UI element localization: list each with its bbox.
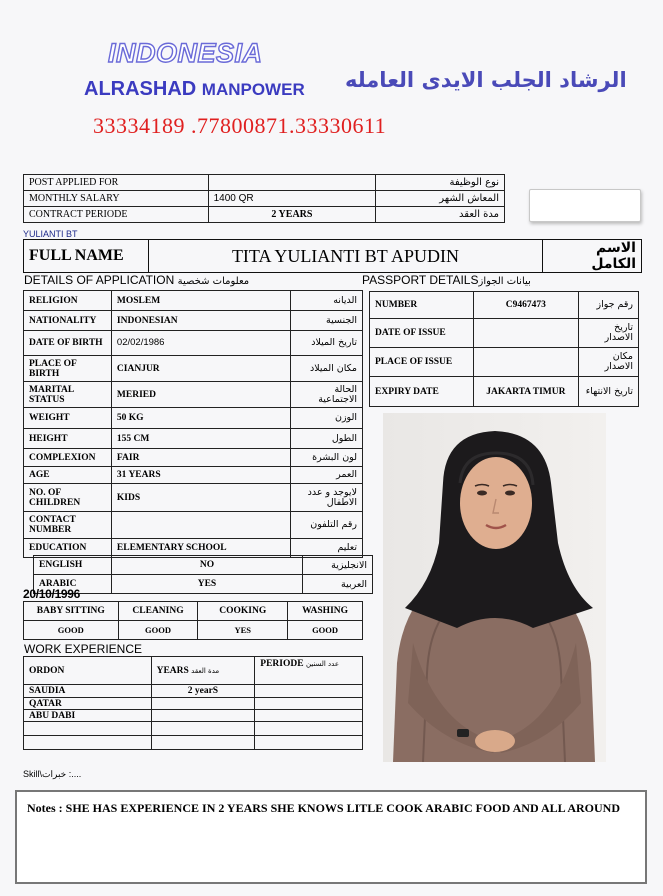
post-label: POST APPLIED FOR xyxy=(24,175,209,191)
full-name-arabic: الاسم الكامل xyxy=(543,240,642,273)
language-value: YES xyxy=(111,575,302,594)
work-row xyxy=(24,698,363,710)
work-row xyxy=(24,710,363,722)
details-value: INDONESIAN xyxy=(111,311,290,331)
skills-header-row xyxy=(24,602,363,621)
language-label: ARABIC xyxy=(34,575,112,594)
passport-row xyxy=(370,377,639,407)
skills-table xyxy=(23,601,363,640)
work-years xyxy=(151,698,255,710)
details-label: COMPLEXION xyxy=(24,449,112,467)
post-value: 2 YEARS xyxy=(208,207,376,223)
post-arabic: مدة العقد xyxy=(376,207,505,223)
details-arabic: الطول xyxy=(291,429,363,449)
skill-header: COOKING xyxy=(198,602,288,621)
details-arabic: الديانه xyxy=(291,291,363,311)
details-row xyxy=(24,429,363,449)
details-label: NO. OF CHILDREN xyxy=(24,484,112,512)
details-arabic: الجنسية xyxy=(291,311,363,331)
details-row xyxy=(24,512,363,539)
details-arabic: لون البشرة xyxy=(291,449,363,467)
passport-row xyxy=(370,292,639,319)
details-label: HEIGHT xyxy=(24,429,112,449)
details-row xyxy=(24,331,363,356)
details-value: ELEMENTARY SCHOOL xyxy=(111,539,290,558)
notes-box xyxy=(15,790,647,884)
language-row xyxy=(34,575,373,594)
passport-row xyxy=(370,319,639,348)
post-row xyxy=(24,191,505,207)
details-value: 31 YEARS xyxy=(111,467,290,484)
work-col-period-cell xyxy=(255,657,363,685)
work-row xyxy=(24,722,363,736)
passport-label: DATE OF ISSUE xyxy=(370,319,474,348)
work-row xyxy=(24,685,363,698)
work-col-years-cell xyxy=(151,657,255,685)
details-title-arabic: معلومات شخصية xyxy=(177,276,250,287)
skills-value-row xyxy=(24,621,363,640)
details-label: NATIONALITY xyxy=(24,311,112,331)
details-value: MOSLEM xyxy=(111,291,290,311)
passport-arabic: رقم جواز xyxy=(579,292,639,319)
work-col-years-arabic: مدة العقد xyxy=(191,666,220,675)
work-country: QATAR xyxy=(24,698,152,710)
details-label: EDUCATION xyxy=(24,539,112,558)
skill-value: GOOD xyxy=(24,621,119,640)
work-period xyxy=(255,685,363,698)
details-row xyxy=(24,449,363,467)
work-years xyxy=(151,710,255,722)
details-label: RELIGION xyxy=(24,291,112,311)
details-arabic: الوزن xyxy=(291,408,363,429)
passport-value xyxy=(473,348,579,377)
language-label: ENGLISH xyxy=(34,556,112,575)
work-header-row xyxy=(24,657,363,685)
details-arabic: مكان الميلاد xyxy=(291,356,363,382)
post-label: MONTHLY SALARY xyxy=(24,191,209,207)
passport-arabic: مكان الاصدار xyxy=(579,348,639,377)
blank-box xyxy=(529,189,641,222)
work-years xyxy=(151,722,255,736)
details-row xyxy=(24,408,363,429)
passport-section-title xyxy=(362,273,531,287)
post-row xyxy=(24,207,505,223)
details-value: 155 CM xyxy=(111,429,290,449)
date-line: 20/10/1996 xyxy=(23,587,81,601)
passport-label: EXPIRY DATE xyxy=(370,377,474,407)
skill-header: BABY SITTING xyxy=(24,602,119,621)
language-row xyxy=(34,556,373,575)
work-period xyxy=(255,710,363,722)
applicant-photo xyxy=(383,413,606,762)
passport-value: C9467473 xyxy=(473,292,579,319)
details-row xyxy=(24,311,363,331)
passport-title: PASSPORT DETAILS xyxy=(362,273,479,287)
details-arabic: رقم التلفون xyxy=(291,512,363,539)
work-country: ABU DABI xyxy=(24,710,152,722)
work-country xyxy=(24,736,152,750)
work-period xyxy=(255,722,363,736)
details-arabic: لايوجد و عدد الاطفال xyxy=(291,484,363,512)
company-name xyxy=(84,78,305,101)
passport-table xyxy=(369,291,639,407)
work-col-period-arabic: عدد السنين xyxy=(305,660,340,668)
details-row xyxy=(24,291,363,311)
details-label: MARITAL STATUS xyxy=(24,382,112,408)
passport-label: NUMBER xyxy=(370,292,474,319)
passport-arabic: تاريخ الانتهاء xyxy=(579,377,639,407)
skill-header: CLEANING xyxy=(118,602,198,621)
language-value: NO xyxy=(111,556,302,575)
passport-arabic: تاريخ الاصدار xyxy=(579,319,639,348)
details-title: DETAILS OF APPLICATION xyxy=(24,273,175,287)
details-label: DATE OF BIRTH xyxy=(24,331,112,356)
details-arabic: الحالة الاجتماعية xyxy=(291,382,363,408)
skill-header: WASHING xyxy=(288,602,363,621)
work-years xyxy=(151,736,255,750)
notes-text: Notes : SHE HAS EXPERIENCE IN 2 YEARS SHE KNOWS LITLE COOK ARABIC FOOD AND ALL AROUND xyxy=(27,801,620,815)
details-label: PLACE OF BIRTH xyxy=(24,356,112,382)
applicant-photo-illustration xyxy=(383,413,606,762)
details-value xyxy=(111,512,290,539)
work-period xyxy=(255,736,363,750)
full-name-table xyxy=(23,239,642,273)
company-arabic-name: الرشاد الجلب الايدى العامله xyxy=(345,68,627,92)
full-name-label: FULL NAME xyxy=(24,240,149,273)
details-value: 02/02/1986 xyxy=(111,331,290,356)
details-value: KIDS xyxy=(111,484,290,512)
details-value: MERIED xyxy=(111,382,290,408)
company-phones: 33334189 .77800871.33330611 xyxy=(93,113,387,138)
details-label: AGE xyxy=(24,467,112,484)
skill-value: YES xyxy=(198,621,288,640)
post-row xyxy=(24,175,505,191)
post-table xyxy=(23,174,505,223)
company-name-part-a: ALRASHAD xyxy=(84,78,197,100)
passport-value xyxy=(473,319,579,348)
work-period xyxy=(255,698,363,710)
details-row xyxy=(24,484,363,512)
post-arabic: نوع الوظيفة xyxy=(376,175,505,191)
details-row xyxy=(24,467,363,484)
work-country: SAUDIA xyxy=(24,685,152,698)
passport-title-arabic: بيانات الجواز xyxy=(478,276,531,287)
details-arabic: تاريخ الميلاد xyxy=(291,331,363,356)
details-row xyxy=(24,356,363,382)
work-col-years: YEARS xyxy=(156,665,189,676)
post-value xyxy=(208,175,376,191)
details-label: CONTACT NUMBER xyxy=(24,512,112,539)
work-years: 2 yearS xyxy=(151,685,255,698)
work-country xyxy=(24,722,152,736)
passport-row xyxy=(370,348,639,377)
language-arabic: العربية xyxy=(303,575,373,594)
full-name-value: TITA YULIANTI BT APUDIN xyxy=(148,240,542,273)
work-col-period: PERIODE xyxy=(260,659,304,669)
passport-label: PLACE OF ISSUE xyxy=(370,348,474,377)
details-label: WEIGHT xyxy=(24,408,112,429)
skill-value: GOOD xyxy=(288,621,363,640)
post-value: 1400 QR xyxy=(208,191,376,207)
details-value: FAIR xyxy=(111,449,290,467)
work-col-country: ORDON xyxy=(24,657,152,685)
language-arabic: الانجليزية xyxy=(303,556,373,575)
details-value: CIANJUR xyxy=(111,356,290,382)
work-section-title: WORK EXPERIENCE xyxy=(24,642,143,656)
details-value: 50 KG xyxy=(111,408,290,429)
details-section-title xyxy=(24,273,249,287)
details-arabic: العمر xyxy=(291,467,363,484)
work-row xyxy=(24,736,363,750)
post-label: CONTRACT PERIODE xyxy=(24,207,209,223)
details-table xyxy=(23,290,363,558)
details-row xyxy=(24,382,363,408)
passport-value: JAKARTA TIMUR xyxy=(473,377,579,407)
languages-table xyxy=(33,555,373,594)
work-table xyxy=(23,656,363,750)
details-arabic: تعليم xyxy=(291,539,363,558)
skill-value: GOOD xyxy=(118,621,198,640)
company-name-part-b: MANPOWER xyxy=(201,80,305,99)
country-title: INDONESIA xyxy=(108,38,263,68)
post-arabic: المعاش الشهر xyxy=(376,191,505,207)
skill-line: Skill\خبرات :.... xyxy=(23,769,82,779)
short-name: YULIANTI BT xyxy=(23,229,78,239)
